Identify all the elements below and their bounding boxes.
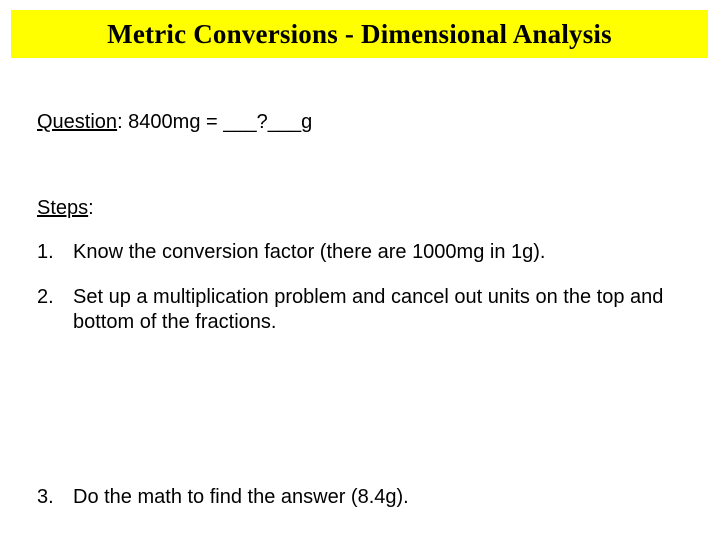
slide-title: Metric Conversions - Dimensional Analysis <box>107 18 612 49</box>
step-item <box>37 240 677 265</box>
question-separator: : <box>117 111 123 133</box>
step-text: Do the math to find the answer (8.4g). <box>73 486 409 508</box>
question-line <box>37 112 312 132</box>
question-text: 8400mg = ___?___g <box>122 111 313 133</box>
step-item <box>37 485 677 510</box>
step-item <box>37 285 677 335</box>
steps-heading <box>37 198 94 218</box>
question-label: Question <box>37 111 118 133</box>
title-banner <box>11 10 708 58</box>
step-text: Know the conversion factor (there are 1000mg in 1g). <box>73 241 546 263</box>
step-number: 2. <box>37 286 54 308</box>
steps-label: Steps <box>37 197 89 219</box>
step-text: Set up a multiplication problem and cancel out units on the top and bottom of the fractions. <box>73 286 664 333</box>
step-number: 1. <box>37 241 54 263</box>
step-number: 3. <box>37 486 54 508</box>
steps-separator: : <box>88 197 94 219</box>
